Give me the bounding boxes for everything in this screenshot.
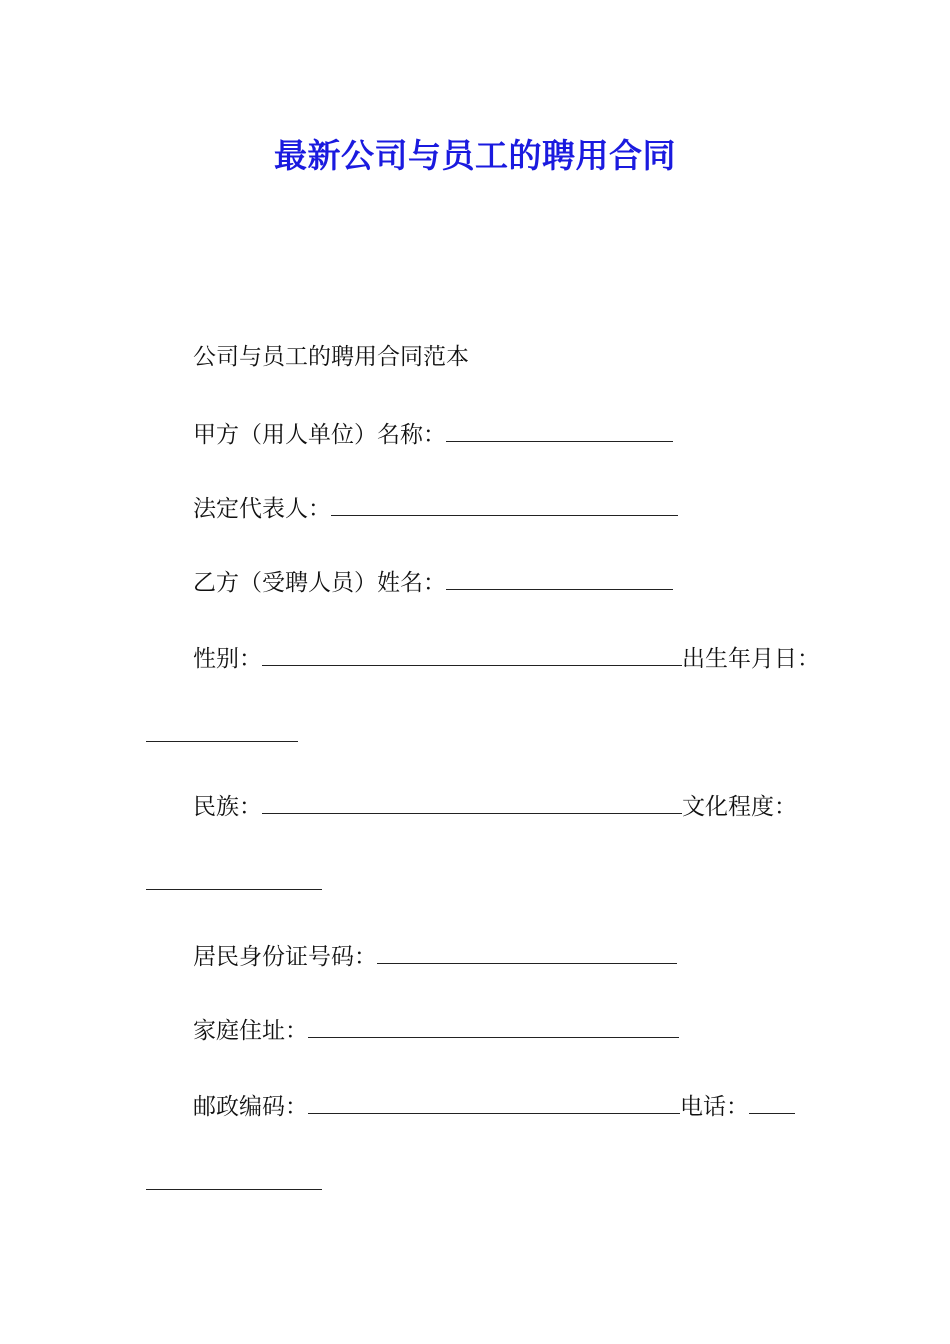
phone-blank-start[interactable] <box>749 1093 795 1114</box>
phone-blank-continued[interactable] <box>146 1189 322 1190</box>
legal-rep-row <box>193 494 678 524</box>
gender-blank[interactable] <box>262 645 682 666</box>
id-number-label: 居民身份证号码： <box>193 944 377 970</box>
party-b-name-row <box>193 568 673 598</box>
home-address-row <box>193 1016 679 1046</box>
ethnicity-label: 民族： <box>193 794 262 820</box>
phone-label: 电话： <box>680 1094 749 1120</box>
party-b-name-label: 乙方（受聘人员）姓名： <box>193 570 446 596</box>
postal-phone-row <box>193 1092 795 1122</box>
postal-code-blank[interactable] <box>308 1093 680 1114</box>
ethnicity-blank[interactable] <box>262 793 682 814</box>
legal-rep-blank[interactable] <box>331 495 678 516</box>
gender-label: 性别： <box>193 646 262 672</box>
party-a-name-label: 甲方（用人单位）名称： <box>193 422 446 448</box>
legal-rep-label: 法定代表人： <box>193 496 331 522</box>
home-address-label: 家庭住址： <box>193 1018 308 1044</box>
home-address-blank[interactable] <box>308 1017 679 1038</box>
education-blank[interactable] <box>146 889 322 890</box>
birth-date-label: 出生年月日： <box>682 646 820 672</box>
postal-code-label: 邮政编码： <box>193 1094 308 1120</box>
party-a-name-row <box>193 420 673 450</box>
gender-birth-row <box>193 644 820 674</box>
party-b-name-blank[interactable] <box>446 569 673 590</box>
id-number-blank[interactable] <box>377 943 677 964</box>
education-label: 文化程度： <box>682 794 797 820</box>
document-subtitle: 公司与员工的聘用合同范本 <box>193 344 469 370</box>
birth-date-blank[interactable] <box>146 741 298 742</box>
document-title: 最新公司与员工的聘用合同 <box>274 136 676 175</box>
id-number-row <box>193 942 677 972</box>
party-a-name-blank[interactable] <box>446 421 673 442</box>
ethnicity-education-row <box>193 792 797 822</box>
